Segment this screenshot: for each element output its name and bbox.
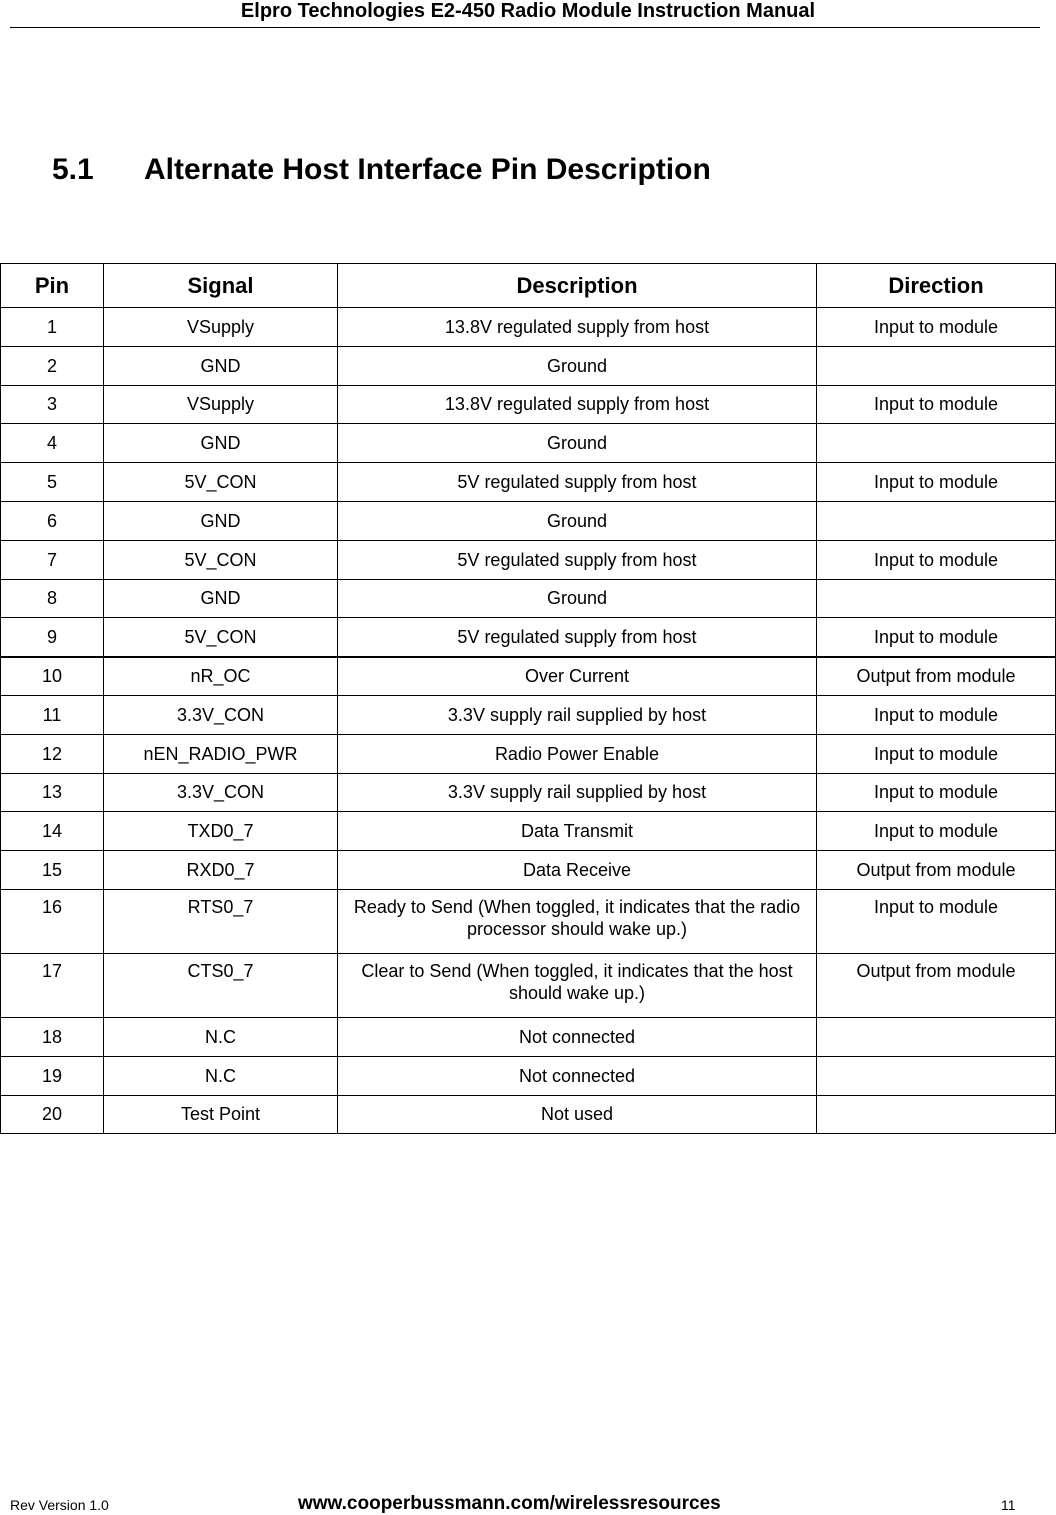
cell-pin: 2: [1, 346, 104, 385]
table-row: [1, 501, 1056, 540]
cell-description: Ready to Send (When toggled, it indicates that the radio processor should wake up.): [338, 889, 817, 953]
cell-signal: GND: [104, 501, 338, 540]
section-title: Alternate Host Interface Pin Description: [144, 153, 711, 186]
cell-direction: Input to module: [817, 812, 1056, 851]
cell-signal: GND: [104, 346, 338, 385]
cell-description: Ground: [338, 501, 817, 540]
cell-description: Data Transmit: [338, 812, 817, 851]
cell-pin: 1: [1, 308, 104, 347]
cell-signal: VSupply: [104, 308, 338, 347]
cell-signal: CTS0_7: [104, 953, 338, 1017]
cell-description: 5V regulated supply from host: [338, 618, 817, 657]
cell-signal: 5V_CON: [104, 540, 338, 579]
cell-description: Ground: [338, 579, 817, 618]
document-header-title: Elpro Technologies E2-450 Radio Module Instruction Manual: [240, 0, 816, 22]
table-row: [1, 579, 1056, 618]
cell-direction: [817, 424, 1056, 463]
cell-signal: 3.3V_CON: [104, 773, 338, 812]
cell-signal: 5V_CON: [104, 618, 338, 657]
cell-description: Not used: [338, 1095, 817, 1134]
table-row: [1, 346, 1056, 385]
cell-signal: GND: [104, 579, 338, 618]
cell-description: 13.8V regulated supply from host: [338, 385, 817, 424]
cell-pin: 18: [1, 1017, 104, 1056]
cell-pin: 20: [1, 1095, 104, 1134]
table-row: [1, 953, 1056, 1017]
cell-direction: Input to module: [817, 695, 1056, 734]
table-row: [1, 385, 1056, 424]
cell-pin: 7: [1, 540, 104, 579]
cell-direction: [817, 1056, 1056, 1095]
cell-pin: 9: [1, 618, 104, 657]
pin-description-table: [0, 263, 1056, 1134]
table-row: [1, 1056, 1056, 1095]
cell-description: 13.8V regulated supply from host: [338, 308, 817, 347]
cell-direction: Input to module: [817, 773, 1056, 812]
cell-pin: 13: [1, 773, 104, 812]
cell-pin: 16: [1, 889, 104, 953]
cell-pin: 19: [1, 1056, 104, 1095]
table-row: [1, 424, 1056, 463]
cell-direction: Input to module: [817, 618, 1056, 657]
cell-direction: [817, 501, 1056, 540]
cell-description: 3.3V supply rail supplied by host: [338, 695, 817, 734]
cell-direction: Input to module: [817, 308, 1056, 347]
table-row: [1, 540, 1056, 579]
table-row: [1, 1095, 1056, 1134]
cell-pin: 5: [1, 463, 104, 502]
cell-pin: 17: [1, 953, 104, 1017]
cell-description: Not connected: [338, 1056, 817, 1095]
table-header-row: [1, 264, 1056, 308]
cell-direction: Input to module: [817, 734, 1056, 773]
table-row: [1, 889, 1056, 953]
cell-pin: 6: [1, 501, 104, 540]
cell-pin: 10: [1, 657, 104, 696]
header-pin: Pin: [1, 264, 104, 308]
cell-description: Not connected: [338, 1017, 817, 1056]
footer-revision: Rev Version 1.0: [10, 1497, 109, 1513]
cell-description: Over Current: [338, 657, 817, 696]
cell-direction: Input to module: [817, 540, 1056, 579]
cell-signal: RXD0_7: [104, 851, 338, 890]
cell-description: Clear to Send (When toggled, it indicates that the host should wake up.): [338, 953, 817, 1017]
cell-pin: 15: [1, 851, 104, 890]
cell-direction: Input to module: [817, 463, 1056, 502]
table-row: [1, 734, 1056, 773]
table-row: [1, 812, 1056, 851]
cell-signal: N.C: [104, 1056, 338, 1095]
cell-description: Radio Power Enable: [338, 734, 817, 773]
table-row: [1, 695, 1056, 734]
table-row: [1, 618, 1056, 657]
cell-signal: TXD0_7: [104, 812, 338, 851]
footer-page-number: 11: [1001, 1497, 1016, 1513]
table-row: [1, 773, 1056, 812]
header-signal: Signal: [104, 264, 338, 308]
cell-direction: Output from module: [817, 953, 1056, 1017]
cell-description: 3.3V supply rail supplied by host: [338, 773, 817, 812]
cell-signal: VSupply: [104, 385, 338, 424]
cell-direction: Input to module: [817, 385, 1056, 424]
cell-signal: nEN_RADIO_PWR: [104, 734, 338, 773]
footer-url-link[interactable]: www.cooperbussmann.com/wirelessresources: [298, 1493, 721, 1514]
cell-description: Data Receive: [338, 851, 817, 890]
cell-signal: 5V_CON: [104, 463, 338, 502]
cell-pin: 11: [1, 695, 104, 734]
cell-pin: 14: [1, 812, 104, 851]
cell-pin: 3: [1, 385, 104, 424]
cell-description: Ground: [338, 424, 817, 463]
cell-direction: Output from module: [817, 851, 1056, 890]
section-heading: [52, 150, 711, 190]
cell-signal: RTS0_7: [104, 889, 338, 953]
cell-description: 5V regulated supply from host: [338, 463, 817, 502]
cell-signal: GND: [104, 424, 338, 463]
cell-description: Ground: [338, 346, 817, 385]
cell-signal: Test Point: [104, 1095, 338, 1134]
cell-signal: nR_OC: [104, 657, 338, 696]
cell-description: 5V regulated supply from host: [338, 540, 817, 579]
cell-signal: N.C: [104, 1017, 338, 1056]
table-row: [1, 851, 1056, 890]
table-row: [1, 463, 1056, 502]
header-description: Description: [338, 264, 817, 308]
cell-direction: [817, 346, 1056, 385]
cell-direction: Output from module: [817, 657, 1056, 696]
cell-direction: [817, 1095, 1056, 1134]
cell-pin: 4: [1, 424, 104, 463]
cell-direction: [817, 1017, 1056, 1056]
cell-pin: 12: [1, 734, 104, 773]
cell-direction: Input to module: [817, 889, 1056, 953]
table-row: [1, 1017, 1056, 1056]
section-number: 5.1: [52, 153, 94, 186]
table-row: [1, 308, 1056, 347]
header-direction: Direction: [817, 264, 1056, 308]
header-divider: [10, 27, 1040, 28]
cell-signal: 3.3V_CON: [104, 695, 338, 734]
cell-direction: [817, 579, 1056, 618]
cell-pin: 8: [1, 579, 104, 618]
table-row: [1, 657, 1056, 696]
